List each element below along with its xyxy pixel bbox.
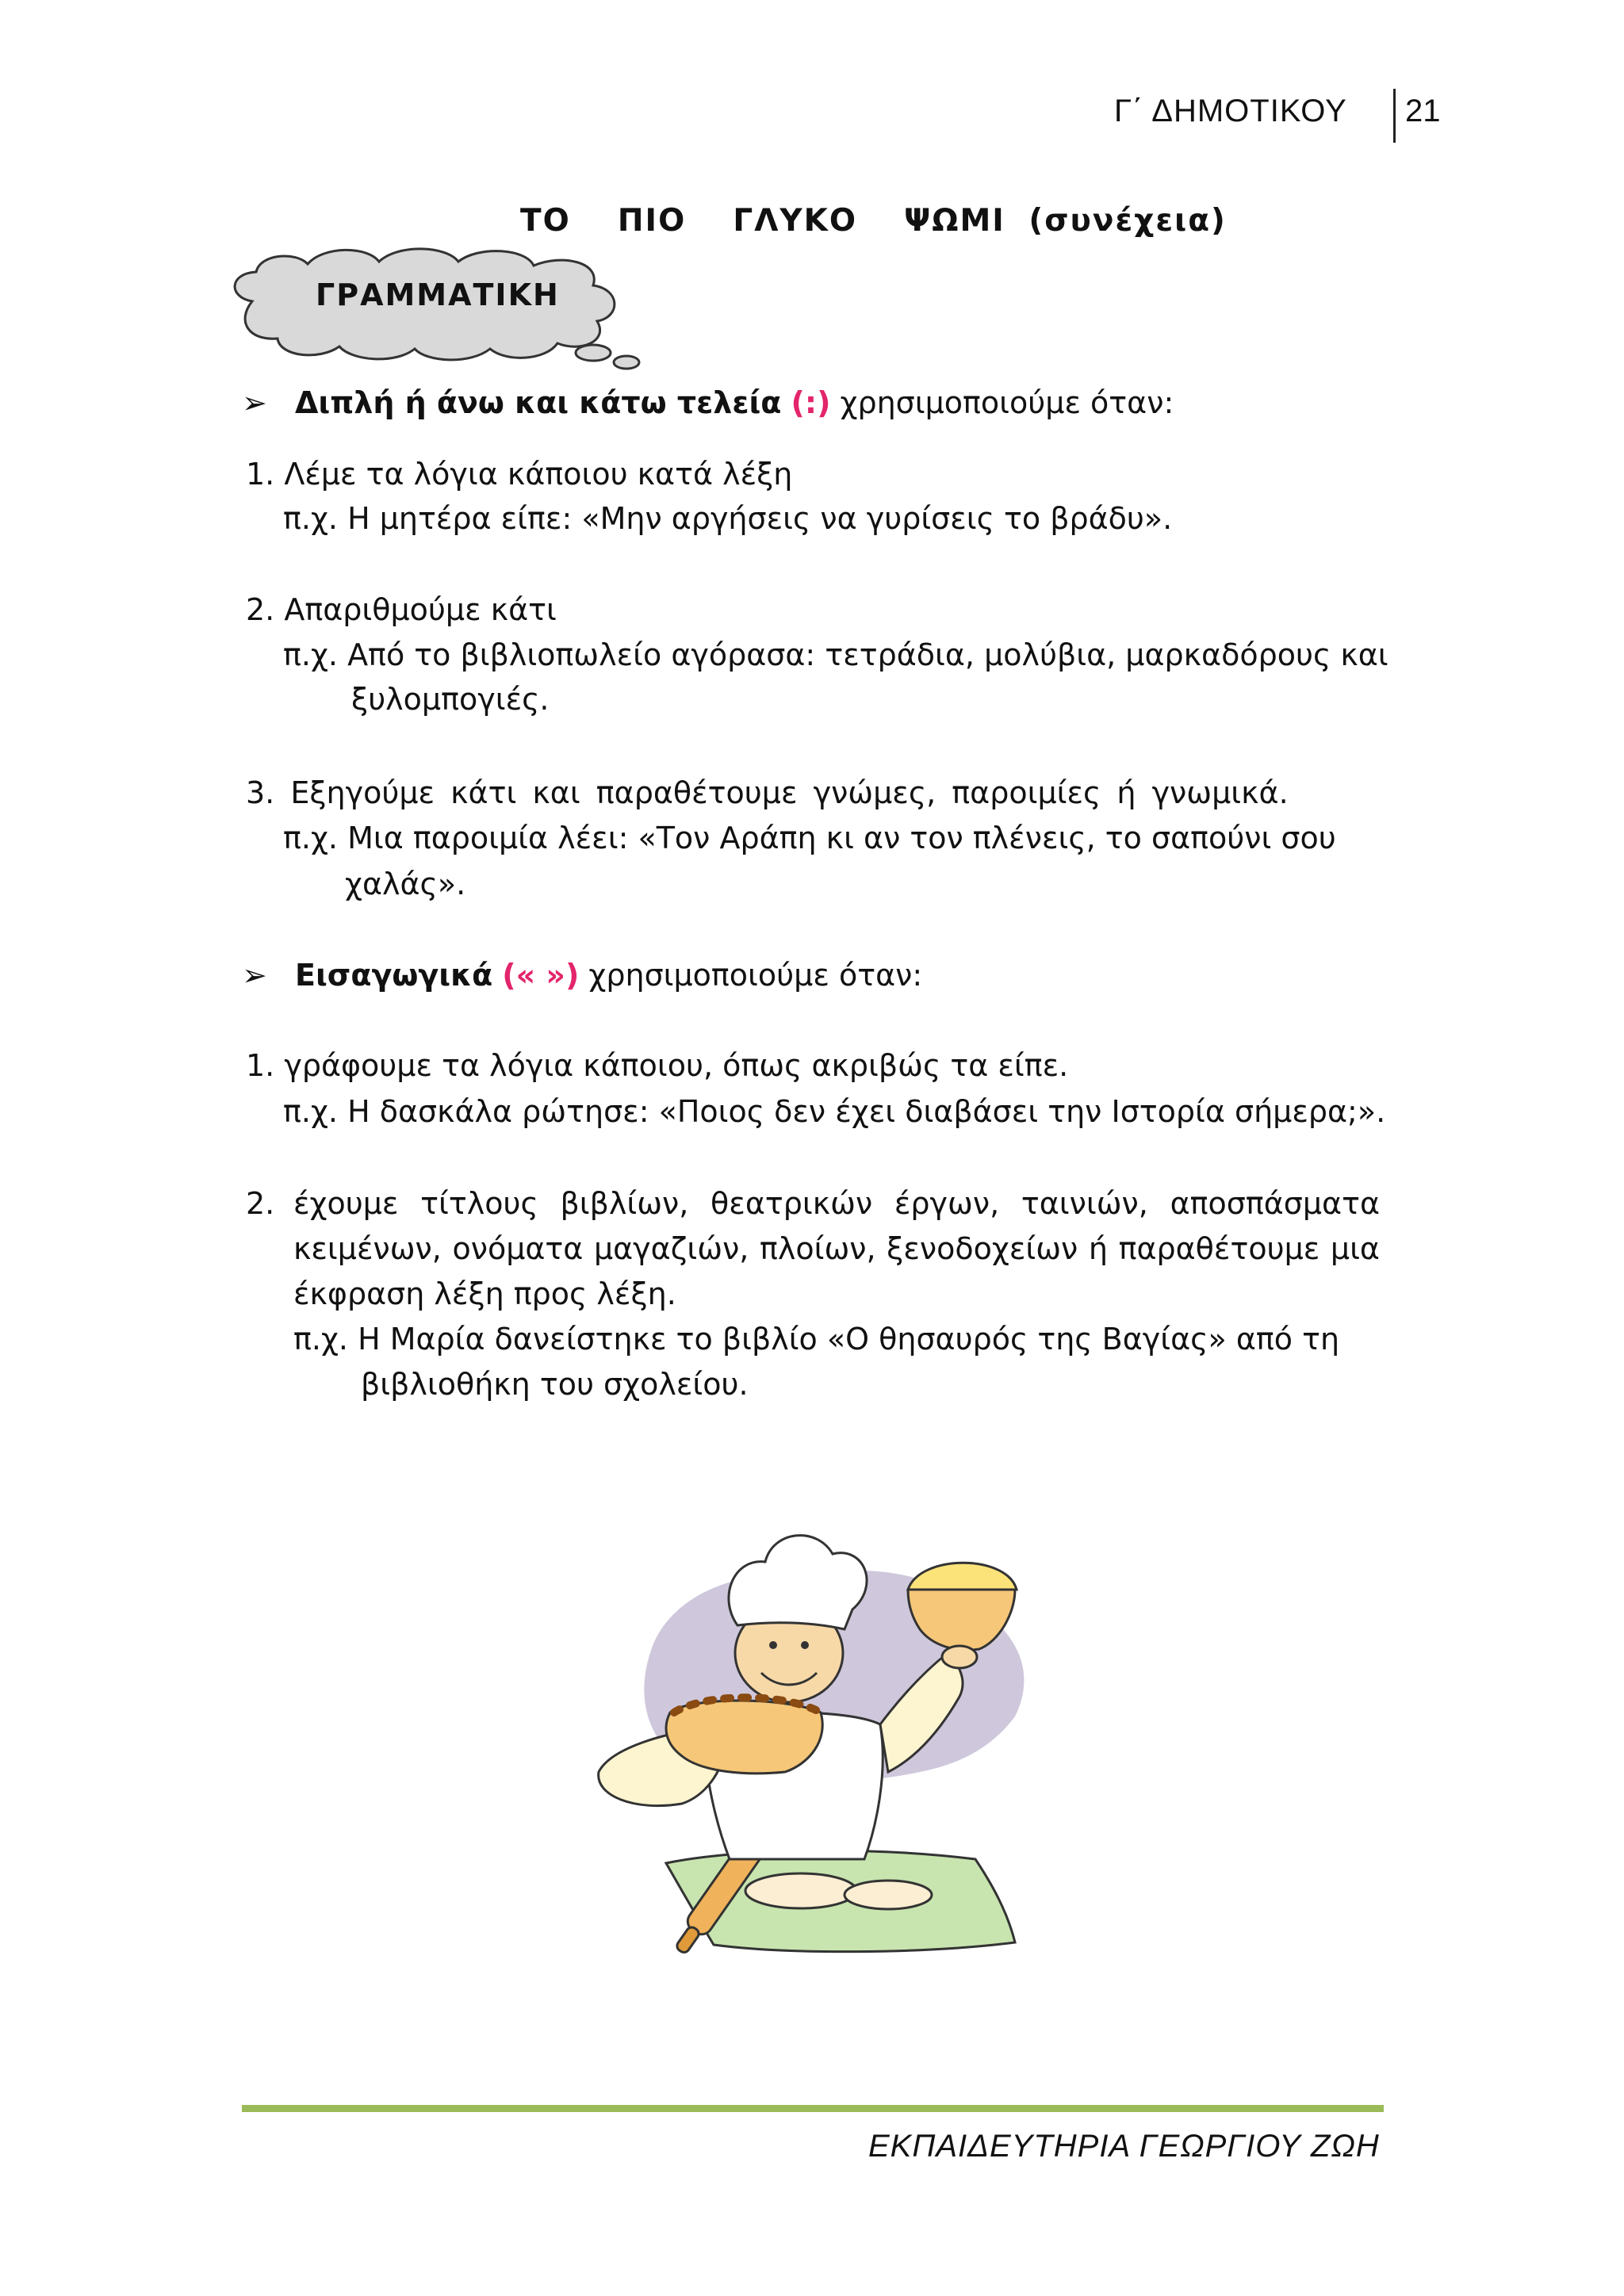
baker-illustration-icon <box>547 1510 1055 1970</box>
colon-heading-bold: Διπλή ή άνω και κάτω τελεία <box>295 385 782 420</box>
quotes-heading <box>295 958 922 993</box>
colon-example-2-line-1: π.χ. Από το βιβλιοπωλείο αγόρασα: τετράδια, μολύβια, μαρκαδόρους και <box>283 637 1388 672</box>
quotes-rule-2-line-3: έκφραση λέξη προς λέξη. <box>293 1276 676 1311</box>
footer-rule <box>242 2105 1384 2112</box>
quotes-example-1: π.χ. Η δασκάλα ρώτησε: «Ποιος δεν έχει διαβάσει την Ιστορία σήμερα;». <box>283 1094 1386 1129</box>
colon-example-1: π.χ. Η μητέρα είπε: «Μην αργήσεις να γυρίσεις το βράδυ». <box>283 501 1173 536</box>
colon-heading-rest: χρησιμοποιούμε όταν: <box>830 385 1174 420</box>
quotes-heading-symbol: (« ») <box>502 958 580 993</box>
header-divider <box>1393 89 1396 143</box>
arrow-bullet-icon: ➢ <box>242 958 267 993</box>
quotes-example-2-line-2: βιβλιοθήκη του σχολείου. <box>361 1367 749 1402</box>
colon-heading-symbol: (:) <box>791 385 831 420</box>
quotes-heading-bold: Εισαγωγικά <box>295 958 493 993</box>
colon-example-3-line-2: χαλάς». <box>345 867 466 901</box>
colon-example-2-line-2: ξυλομπογιές. <box>351 682 550 717</box>
page-number: 21 <box>1405 94 1441 128</box>
footer-author: ΕΚΠΑΙΔΕΥΤΗΡΙΑ ΓΕΩΡΓΙΟΥ ΖΩΗ <box>868 2129 1380 2164</box>
colon-rule-2: 2. Απαριθμούμε κάτι <box>246 592 557 627</box>
colon-rule-1: 1. Λέμε τα λόγια κάποιου κατά λέξη <box>246 457 793 492</box>
section-badge-label: ΓΡΑΜΜΑΤΙΚΗ <box>316 277 560 312</box>
colon-example-3-line-1: π.χ. Μια παροιμία λέει: «Τον Αράπη κι αν τον πλένεις, το σαπούνι σου <box>283 821 1336 855</box>
colon-heading <box>295 385 1174 420</box>
arrow-bullet-icon: ➢ <box>242 385 267 420</box>
quotes-rule-1: 1. γράφουμε τα λόγια κάποιου, όπως ακριβώς τα είπε. <box>246 1048 1069 1083</box>
quotes-rule-2-line-1: έχουμε τίτλους βιβλίων, θεατρικών έργων, ταινιών, αποσπάσματα <box>293 1186 1380 1221</box>
quotes-example-2-line-1: π.χ. Η Μαρία δανείστηκε το βιβλίο «Ο θησαυρός της Βαγίας» από τη <box>293 1322 1340 1357</box>
header-class-label: Γ΄ ΔΗΜΟΤΙΚΟΥ <box>1114 94 1347 128</box>
quotes-rule-2-number: 2. <box>246 1186 275 1221</box>
page-title: ΤΟ ΠΙΟ ΓΛΥΚΟ ΨΩΜΙ (συνέχεια) <box>520 203 1227 239</box>
quotes-heading-rest: χρησιμοποιούμε όταν: <box>579 958 923 993</box>
quotes-rule-2-line-2: κειμένων, ονόματα μαγαζιών, πλοίων, ξενοδοχείων ή παραθέτουμε μια <box>293 1231 1380 1266</box>
colon-rule-3: 3. Εξηγούμε κάτι και παραθέτουμε γνώμες, παροιμίες ή γνωμικά. <box>246 775 1289 810</box>
